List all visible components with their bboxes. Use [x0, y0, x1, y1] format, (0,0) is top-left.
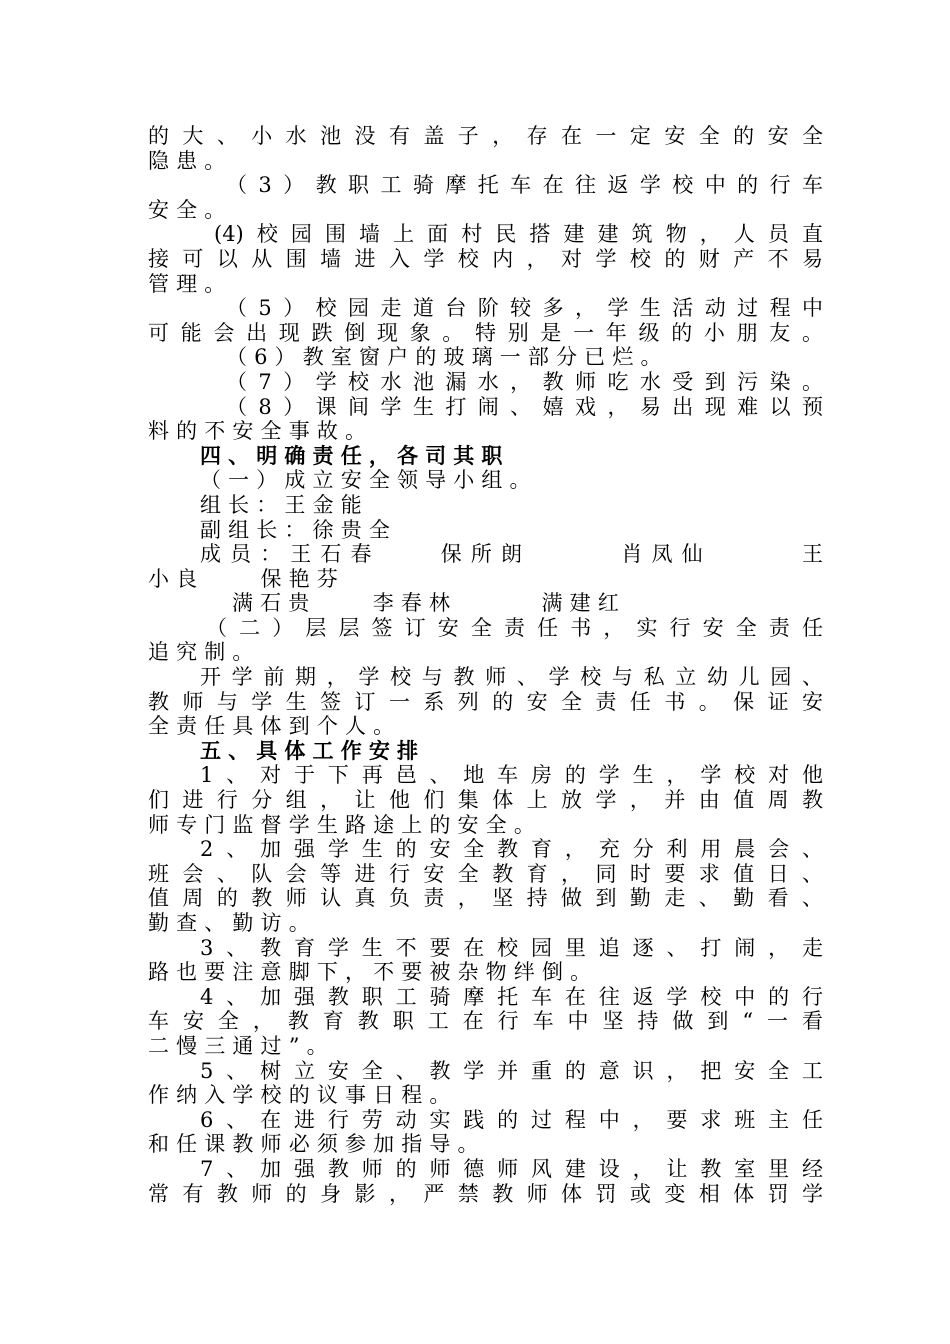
text-line-content: 副组长：徐贵全	[200, 517, 397, 542]
text-line	[148, 862, 823, 887]
text-line-content: 车安全，教育教职工在行车中坚持做到“一看	[148, 1009, 823, 1034]
text-line	[148, 1182, 823, 1207]
text-line-content: 和任课教师必须参加指导。	[148, 1132, 486, 1157]
text-line-content: 5、树立安全、教学并重的意识，把安全工	[200, 1058, 823, 1083]
text-line	[148, 813, 823, 838]
text-line	[148, 936, 823, 961]
text-line-content: （8）课间学生打闹、嬉戏，易出现难以预	[226, 394, 823, 419]
text-line-content: 满石贵 李春林 满建红	[232, 591, 626, 616]
text-line-content: 可能会出现跌倒现象。特别是一年级的小朋友。	[148, 320, 823, 345]
text-line	[148, 1083, 823, 1108]
text-line	[148, 763, 823, 788]
text-line-content: （5）校园走道台阶较多，学生活动过程中	[226, 296, 823, 321]
text-line-content: 二慢三通过”。	[148, 1033, 335, 1058]
text-line	[148, 591, 823, 616]
text-line	[148, 886, 823, 911]
text-line-content: 成员：王石春 保所朗 肖凤仙 王	[200, 542, 823, 567]
text-line-content: 常有教师的身影，严禁教师体罚或变相体罚学	[148, 1181, 823, 1206]
text-line	[148, 911, 823, 936]
text-line	[148, 173, 823, 198]
text-line-content: 班会、队会等进行安全教育，同时要求值日、	[148, 861, 823, 886]
text-line-content: 教师与学生签订一系列的安全责任书。保证安	[148, 689, 823, 714]
text-line	[148, 837, 823, 862]
text-line	[148, 690, 823, 715]
text-line-content: 4、加强教职工骑摩托车在往返学校中的行	[200, 984, 823, 1009]
text-line	[148, 714, 823, 739]
text-line-content: 7、加强教师的师德师风建设，让教室里经	[200, 1156, 823, 1181]
text-line	[148, 124, 823, 149]
text-line	[148, 370, 823, 395]
text-line	[148, 345, 823, 370]
text-line	[148, 419, 823, 444]
text-line-content: 四、明确责任，各司其职	[200, 442, 510, 468]
text-line	[148, 518, 823, 543]
text-line	[148, 296, 823, 321]
text-line-content: 全责任具体到个人。	[148, 714, 402, 739]
text-line	[148, 493, 823, 518]
section-heading	[148, 444, 823, 469]
text-line-content: （3）教职工骑摩托车在往返学校中的行车	[226, 173, 823, 198]
text-line-content: 值周的教师认真负责，坚持做到勤走、勤看、	[148, 886, 823, 911]
text-line-content: 2、加强学生的安全教育，充分利用晨会、	[200, 837, 823, 862]
text-line	[148, 985, 823, 1010]
text-line-content: （6）教室窗户的玻璃一部分已烂。	[226, 345, 669, 370]
text-line-content: 料的不安全事故。	[148, 419, 374, 444]
text-line	[148, 616, 823, 641]
text-line-content: 们进行分组，让他们集体上放学，并由值周教	[148, 788, 823, 813]
text-line	[148, 1132, 823, 1157]
text-line	[148, 960, 823, 985]
text-line-content: 组长：王金能	[200, 492, 369, 517]
text-line	[148, 1108, 823, 1133]
text-line-content: （7）学校水池漏水，教师吃水受到污染。	[226, 369, 823, 394]
text-line	[148, 468, 823, 493]
text-line	[148, 1034, 823, 1059]
text-line-content: (4)校园围墙上面村民搭建建筑物，人员直	[214, 222, 823, 247]
text-line-content: 勤查、勤访。	[148, 911, 317, 935]
text-line	[148, 272, 823, 297]
text-line	[148, 640, 823, 665]
text-line	[148, 247, 823, 272]
text-line-content: 6、在进行劳动实践的过程中，要求班主任	[200, 1107, 823, 1132]
document-page	[148, 124, 823, 1206]
text-line-content: 开学前期，学校与教师、学校与私立幼儿园、	[200, 665, 823, 690]
text-line-content: 1、对于下再邑、地车房的学生，学校对他	[200, 763, 823, 788]
text-line-content: 的大、小水池没有盖子，存在一定安全的安全	[148, 124, 823, 148]
text-line-content: 路也要注意脚下，不要被杂物绊倒。	[148, 960, 599, 985]
text-line	[148, 198, 823, 223]
text-line	[148, 542, 823, 567]
text-line-content: 师专门监督学生路途上的安全。	[148, 812, 542, 837]
section-heading	[148, 739, 823, 764]
text-line	[148, 1059, 823, 1084]
text-line	[148, 222, 823, 247]
text-line	[148, 395, 823, 420]
text-line-content: 五、具体工作安排	[200, 737, 426, 763]
text-line	[148, 567, 823, 592]
text-line	[148, 788, 823, 813]
text-line-content: （二）层层签订安全责任书，实行安全责任	[206, 615, 823, 640]
text-line-content: 接可以从围墙进入学校内，对学校的财产不易	[148, 246, 823, 271]
text-line	[148, 321, 823, 346]
text-line-content: 隐患。	[148, 148, 233, 173]
text-line-content: 安全。	[148, 197, 233, 222]
text-line	[148, 1157, 823, 1182]
text-line-content: 小良 保艳芬	[148, 566, 345, 591]
text-line-content: 管理。	[148, 271, 233, 296]
text-line	[148, 665, 823, 690]
text-line-content: 作纳入学校的议事日程。	[148, 1083, 458, 1108]
text-line	[148, 1009, 823, 1034]
text-line-content: 追究制。	[148, 640, 261, 665]
text-line-content: （一）成立安全领导小组。	[200, 468, 538, 493]
text-line	[148, 149, 823, 174]
text-line-content: 3、教育学生不要在校园里追逐、打闹，走	[200, 935, 823, 960]
